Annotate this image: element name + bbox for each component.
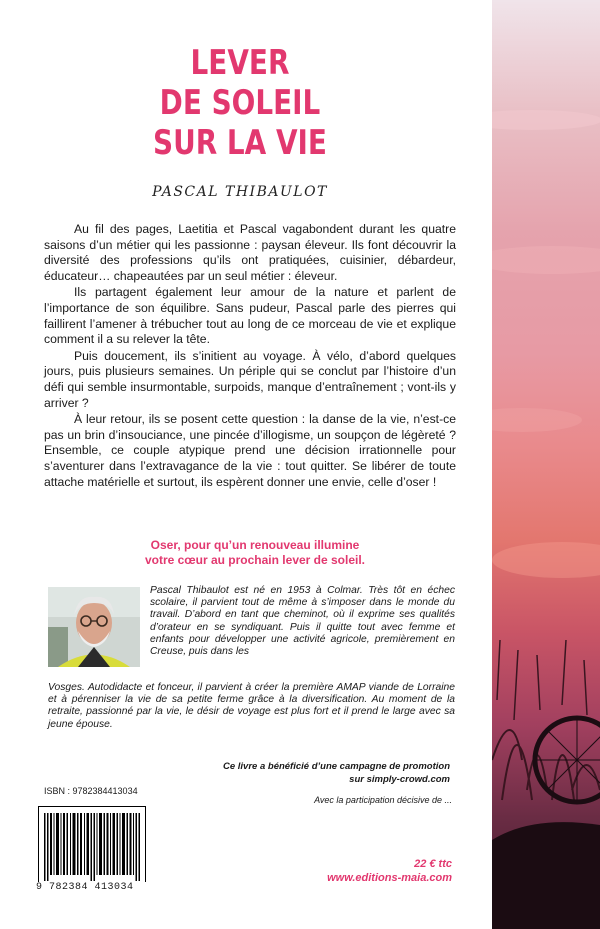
author-bio: Pascal Thibaulot est né en 1953 à Colmar. Très tôt en échec scolaire, il parvient tout de même à s’imposer dans le monde du travail. D’abord en tant que cheminot, où il exprime ses qualités d’orateur en se syndiquant. Puis il quitte tout avec femme et enfants pour développer une activité agricole, premièrement en Creuse, puis dans les xyxy=(150,585,455,658)
price: 22 € ttc xyxy=(414,858,452,870)
promotion-note xyxy=(160,760,450,786)
tagline-line-2: votre cœur au prochain lever de soleil. xyxy=(144,553,366,567)
tagline-line-1: Oser, pour qu’un renouveau illumine xyxy=(150,538,360,552)
book-title-line-1: LEVER xyxy=(190,43,290,83)
promotion-line-1: Ce livre a bénéficié d’une campagne de promotion xyxy=(223,761,450,772)
synopsis-paragraph: Puis doucement, ils s’initient au voyage. À vélo, d’abord quelques jours, puis plusieurs semaines. Un périple qui se conclut par l’histoire d’un défi qui semble insurmontable, surpoids, manque d’entraînement ; vont-ils y arriver ? xyxy=(44,348,456,410)
author-photo xyxy=(48,587,140,667)
tagline xyxy=(80,538,430,568)
synopsis xyxy=(44,222,456,491)
barcode-number: 9 782384 413034 xyxy=(36,882,148,893)
synopsis-paragraph: Au fil des pages, Laetitia et Pascal vagabondent durant les quatre saisons d’un métier qui les passionne : paysan éleveur. Ils font découvrir la diversité des professions qu’ils ont pratiquées, cuisinier, débardeur, éducateur… chapeautées par un seul métier : éleveur. xyxy=(44,222,456,283)
sunset-photo-strip xyxy=(492,0,600,929)
barcode-image xyxy=(44,813,140,881)
synopsis-paragraph: À leur retour, ils se posent cette question : la danse de la vie, n’est-ce pas un brin d’insouciance, une pincée d’illogisme, un soupçon de légèreté ? Ensemble, ce couple atypique prend une décision irrationnelle pour s’aventurer dans l’extravagance de la vie : tout quitter. Se libérer de toute attache matérielle et surtout, ils espèrent donner une envie, celle d’oser ! xyxy=(44,412,456,489)
author-bio-continued: Vosges. Autodidacte et fonceur, il parvient à créer la première AMAP viande de Lorraine et à pérenniser la vie de sa petite ferme grâce à la diversification. Au moment de la retraite, passionné par la vie, le désir de voyage est plus fort et il prend le large avec sa jeune épouse. xyxy=(48,682,455,730)
isbn-label: ISBN : 9782384413034 xyxy=(44,786,138,796)
bicycle-silhouette-image xyxy=(492,0,600,929)
publisher-website[interactable]: www.editions-maia.com xyxy=(327,872,452,884)
promotion-line-2: sur simply-crowd.com xyxy=(349,774,450,785)
participation-note: Avec la participation décisive de ... xyxy=(314,795,452,805)
book-title-line-3: SUR LA VIE xyxy=(153,123,327,163)
author-name: PASCAL THIBAULOT xyxy=(152,184,328,200)
synopsis-paragraph: Ils partagent également leur amour de la nature et parlent de l’importance de son équilibre. Sans pudeur, Pascal parle des pierres qui faillirent l’amener à trébucher tout au long de ce morceau de vie et explique comment il a su relever la tête. xyxy=(44,285,456,347)
book-title-line-2: DE SOLEIL xyxy=(159,83,321,123)
